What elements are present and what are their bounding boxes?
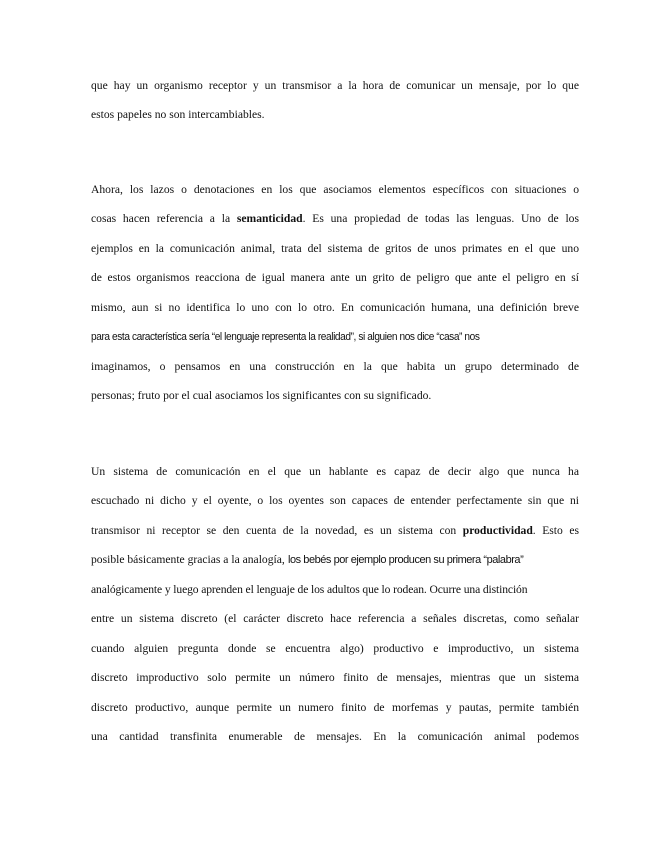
paragraph-3-line-6: entre un sistema discreto (el carácter discreto hace referencia a señales discretas, como señalar (91, 612, 579, 625)
paragraph-3-line-8: discreto improductivo solo permite un número finito de mensajes, mientras que un sistema (91, 671, 579, 684)
paragraph-2-line-7: imaginamos, o pensamos en una construcción en la que habita un grupo determinado de (91, 360, 579, 373)
paragraph-2-line-2 (91, 212, 579, 226)
paragraph-3-line-1: Un sistema de comunicación en el que un hablante es capaz de decir algo que nunca ha (91, 465, 579, 478)
text-segment: transmisor ni receptor se den cuenta de la novedad, es un sistema con (91, 524, 463, 537)
paragraph-2-line-4: de estos organismos reacciona de igual manera ante un grito de peligro que ante el peligro en sí (91, 271, 579, 284)
paragraph-1-line-1: que hay un organismo receptor y un transmisor a la hora de comunicar un mensaje, por lo que (91, 79, 579, 92)
paragraph-3-line-7: cuando alguien pregunta donde se encuentra algo) productivo e improductivo, un sistema (91, 642, 579, 655)
paragraph-3-line-2: escuchado ni dicho y el oyente, o los oyentes son capaces de entender perfectamente sin que ni (91, 494, 579, 507)
paragraph-1-line-2: estos papeles no son intercambiables. (91, 108, 265, 121)
paragraph-2-line-3: ejemplos en la comunicación animal, trata del sistema de gritos de unos primates en el que uno (91, 242, 579, 255)
paragraph-3-line-5: analógicamente y luego aprenden el lenguaje de los adultos que lo rodean. Ocurre una distinción (91, 583, 528, 596)
condensed-text: los bebés por ejemplo producen su primera “palabra” (287, 554, 523, 566)
condensed-text: para esta característica sería “el lenguaje representa la realidad”, si alguien nos dice “casa” nos (91, 331, 480, 343)
text-segment: . Es una propiedad de todas las lenguas. Uno de los (302, 212, 579, 225)
text-segment: cosas hacen referencia a la (91, 212, 237, 225)
text-segment: . Esto es (532, 524, 579, 537)
paragraph-2-line-6 (91, 330, 579, 344)
paragraph-2-line-8: personas; fruto por el cual asociamos los significantes con su significado. (91, 389, 432, 402)
paragraph-3-line-4 (91, 553, 579, 567)
text-segment: posible básicamente gracias a la analogía, (91, 553, 288, 566)
paragraph-3-line-10: una cantidad transfinita enumerable de mensajes. En la comunicación animal podemos (91, 730, 579, 743)
paragraph-2-line-5: mismo, aun si no identifica lo uno con lo otro. En comunicación humana, una definición breve (91, 301, 579, 314)
paragraph-3-line-3 (91, 524, 579, 538)
term-semanticidad: semanticidad (236, 212, 303, 225)
term-productividad: productividad (462, 524, 533, 537)
paragraph-3-line-9: discreto productivo, aunque permite un numero finito de morfemas y pautas, permite también (91, 701, 579, 714)
paragraph-2-line-1: Ahora, los lazos o denotaciones en los que asociamos elementos específicos con situaciones o (91, 183, 579, 196)
